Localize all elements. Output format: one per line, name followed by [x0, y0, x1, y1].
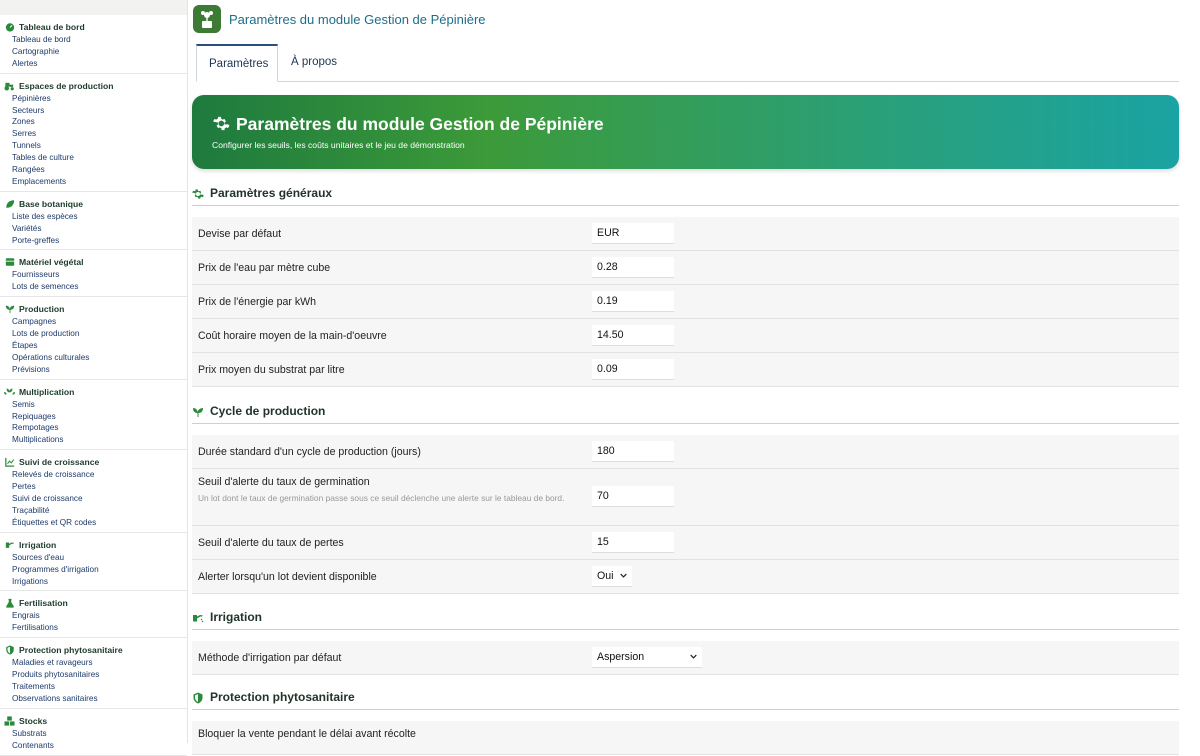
setting-label: Prix moyen du substrat par litre [198, 364, 345, 376]
sidebar-section-header[interactable] [4, 386, 187, 398]
sidebar-item[interactable]: Lots de production [12, 329, 80, 339]
setting-label: Seuil d'alerte du taux de germination [198, 476, 370, 488]
sidebar-item[interactable]: Observations sanitaires [12, 693, 98, 703]
setting-label: Alerter lorsqu'un lot devient disponible [198, 571, 377, 583]
sidebar-section-title: Protection phytosanitaire [19, 645, 123, 656]
setting-row [192, 526, 1179, 560]
sidebar-section-title: Production [19, 304, 65, 315]
section-title: Irrigation [210, 610, 263, 624]
sidebar-item[interactable]: Étiquettes et QR codes [12, 517, 97, 527]
setting-row [192, 319, 1179, 353]
sidebar-section-header[interactable] [4, 21, 187, 33]
section-general [192, 184, 1179, 206]
currency-input[interactable]: EUR [592, 223, 674, 244]
chevron-down-icon [620, 572, 627, 579]
setting-row [192, 469, 1179, 526]
sidebar-item[interactable]: Produits phytosanitaires [12, 670, 100, 680]
setting-label: Durée standard d'un cycle de production (jours) [198, 446, 421, 458]
sidebar-section [0, 250, 187, 297]
sidebar-item[interactable]: Serres [12, 129, 37, 139]
sprout-icon [4, 304, 15, 315]
irrigation-method-select[interactable] [592, 647, 702, 668]
sidebar-section [0, 450, 187, 532]
sidebar-item[interactable]: Sources d'eau [12, 552, 65, 562]
sidebar-section-title: Fertilisation [19, 598, 68, 609]
setting-row [192, 217, 1179, 251]
sidebar-item[interactable]: Variétés [12, 223, 42, 233]
sidebar-item[interactable]: Tunnels [12, 141, 41, 151]
sidebar-section-title: Stocks [19, 715, 48, 726]
section-cycle [192, 402, 1179, 424]
water-price-input[interactable]: 0.28 [592, 257, 674, 278]
sidebar-section-title: Espaces de production [19, 80, 114, 91]
box-icon [4, 257, 15, 268]
sidebar-section-header[interactable] [4, 715, 187, 727]
sidebar-section-title: Base botanique [19, 198, 83, 209]
loss-threshold-input[interactable]: 15 [592, 532, 674, 553]
sidebar-section-header[interactable] [4, 198, 187, 210]
sidebar-item[interactable]: Substrats [12, 728, 47, 738]
sidebar-section [0, 192, 187, 251]
sidebar-section-header[interactable] [4, 597, 187, 609]
gear-icon [212, 115, 229, 132]
shield-icon [4, 645, 15, 656]
shield-icon [192, 692, 204, 704]
sidebar-item[interactable]: Prévisions [12, 364, 50, 374]
germination-threshold-input[interactable]: 70 [592, 486, 674, 507]
sidebar-sections [0, 15, 187, 756]
dashboard-icon [4, 22, 15, 33]
setting-row [192, 353, 1179, 387]
sidebar-section-title: Matériel végétal [19, 257, 84, 268]
sidebar-item[interactable]: Fournisseurs [12, 270, 60, 280]
sidebar-section-header[interactable] [4, 303, 187, 315]
section-title: Protection phytosanitaire [210, 690, 355, 704]
setting-label: Prix de l'énergie par kWh [198, 296, 317, 308]
setting-label: Devise par défaut [198, 228, 282, 240]
sidebar-section-header[interactable] [4, 644, 187, 656]
setting-row [192, 721, 1179, 755]
sidebar-section [0, 533, 187, 592]
setting-row [192, 641, 1179, 675]
section-phyto [192, 688, 1179, 710]
sidebar-item[interactable]: Campagnes [12, 317, 57, 327]
sidebar-item[interactable]: Tables de culture [12, 153, 74, 163]
plants-icon [4, 386, 15, 397]
select-value: Oui [597, 570, 614, 582]
gear-icon [192, 188, 204, 200]
sidebar-section [0, 15, 187, 74]
sidebar-item[interactable]: Traçabilité [12, 505, 50, 515]
sidebar-section [0, 638, 187, 709]
sidebar-item[interactable]: Zones [12, 117, 35, 127]
available-alert-select[interactable] [592, 566, 632, 587]
sidebar-item[interactable]: Alertes [12, 58, 38, 68]
sidebar-section-header[interactable] [4, 539, 187, 551]
leaf-icon [4, 198, 15, 209]
setting-label: Seuil d'alerte du taux de pertes [198, 537, 344, 549]
sidebar-item[interactable]: Fertilisations [12, 623, 58, 633]
app-logo-icon [193, 5, 221, 33]
watering-icon [4, 539, 15, 550]
sidebar-section-title: Multiplication [19, 386, 75, 397]
sidebar-item[interactable]: Engrais [12, 611, 40, 621]
sidebar-item[interactable]: Secteurs [12, 105, 45, 115]
watering-icon [192, 612, 204, 624]
page-title: Paramètres du module Gestion de Pépinière [229, 12, 486, 27]
sidebar-section-header[interactable] [4, 80, 187, 92]
banner-subtitle: Configurer les seuils, les coûts unitaires et le jeu de démonstration [212, 140, 465, 150]
substrate-price-input[interactable]: 0.09 [592, 359, 674, 380]
chevron-down-icon [690, 653, 697, 660]
sidebar-section-header[interactable] [4, 256, 187, 268]
sidebar-item[interactable]: Repiquages [12, 411, 56, 421]
main-content [192, 0, 1200, 743]
sidebar-item[interactable]: Porte-greffes [12, 235, 60, 245]
setting-row [192, 285, 1179, 319]
sidebar-item[interactable]: Emplacements [12, 176, 67, 186]
labor-cost-input[interactable]: 14.50 [592, 325, 674, 346]
sidebar-item[interactable]: Tableau de bord [12, 35, 71, 44]
sidebar [0, 0, 188, 750]
setting-row [192, 435, 1179, 469]
sidebar-item[interactable]: Opérations culturales [12, 352, 90, 362]
sidebar-item[interactable]: Lots de semences [12, 282, 79, 292]
sidebar-item[interactable]: Pertes [12, 482, 36, 492]
sidebar-section [0, 297, 187, 379]
sidebar-section-header[interactable] [4, 456, 187, 468]
tab-bar [196, 44, 1179, 82]
sidebar-item[interactable]: Rempotages [12, 423, 59, 433]
boxes-icon [4, 715, 15, 726]
sidebar-top-bar [0, 0, 187, 15]
cycle-duration-input[interactable]: 180 [592, 441, 674, 462]
setting-label: Prix de l'eau par mètre cube [198, 262, 331, 274]
sidebar-item[interactable]: Étapes [12, 341, 38, 351]
select-value: Aspersion [597, 651, 645, 663]
setting-row [192, 560, 1179, 594]
sidebar-item[interactable]: Relevés de croissance [12, 470, 95, 480]
tab-a-propos[interactable]: À propos [291, 56, 338, 68]
setting-label: Coût horaire moyen de la main-d'oeuvre [198, 330, 387, 342]
sidebar-item[interactable]: Maladies et ravageurs [12, 658, 93, 668]
sidebar-item[interactable]: Liste des espèces [12, 211, 78, 221]
sidebar-item[interactable]: Cartographie [12, 46, 60, 56]
setting-help: Un lot dont le taux de germination passe sous ce seuil déclenche une alerte sur le tableau de bord. [198, 493, 565, 503]
settings-banner [192, 95, 1179, 169]
sidebar-section [0, 74, 187, 192]
sidebar-item[interactable]: Rangées [12, 165, 45, 175]
sprout-icon [192, 406, 204, 418]
section-title: Cycle de production [210, 404, 326, 418]
tab-parametres[interactable]: Paramètres [196, 44, 278, 82]
sidebar-item[interactable]: Semis [12, 399, 35, 409]
setting-row [192, 251, 1179, 285]
sidebar-section [0, 591, 187, 638]
sidebar-item[interactable]: Contenants [12, 740, 54, 750]
section-title: Paramètres généraux [210, 186, 333, 200]
sidebar-section-title: Irrigation [19, 539, 57, 550]
flask-icon [4, 598, 15, 609]
sidebar-item[interactable]: Suivi de croissance [12, 494, 83, 504]
chart-icon [4, 457, 15, 468]
sidebar-item[interactable]: Irrigations [12, 576, 48, 586]
sidebar-item[interactable]: Pépinières [12, 93, 51, 103]
sidebar-section-title: Tableau de bord [19, 22, 85, 32]
banner-title: Paramètres du module Gestion de Pépinière [236, 114, 604, 134]
setting-label: Méthode d'irrigation par défaut [198, 652, 342, 664]
sidebar-item[interactable]: Traitements [12, 681, 55, 691]
sidebar-item[interactable]: Programmes d'irrigation [12, 564, 99, 574]
section-irrigation [192, 608, 1179, 630]
sidebar-section [0, 380, 187, 451]
sidebar-item[interactable]: Multiplications [12, 435, 64, 445]
setting-label: Bloquer la vente pendant le délai avant récolte [198, 728, 416, 740]
sidebar-section [0, 709, 187, 756]
sidebar-section-title: Suivi de croissance [19, 457, 100, 468]
energy-price-input[interactable]: 0.19 [592, 291, 674, 312]
tractor-icon [4, 80, 15, 91]
